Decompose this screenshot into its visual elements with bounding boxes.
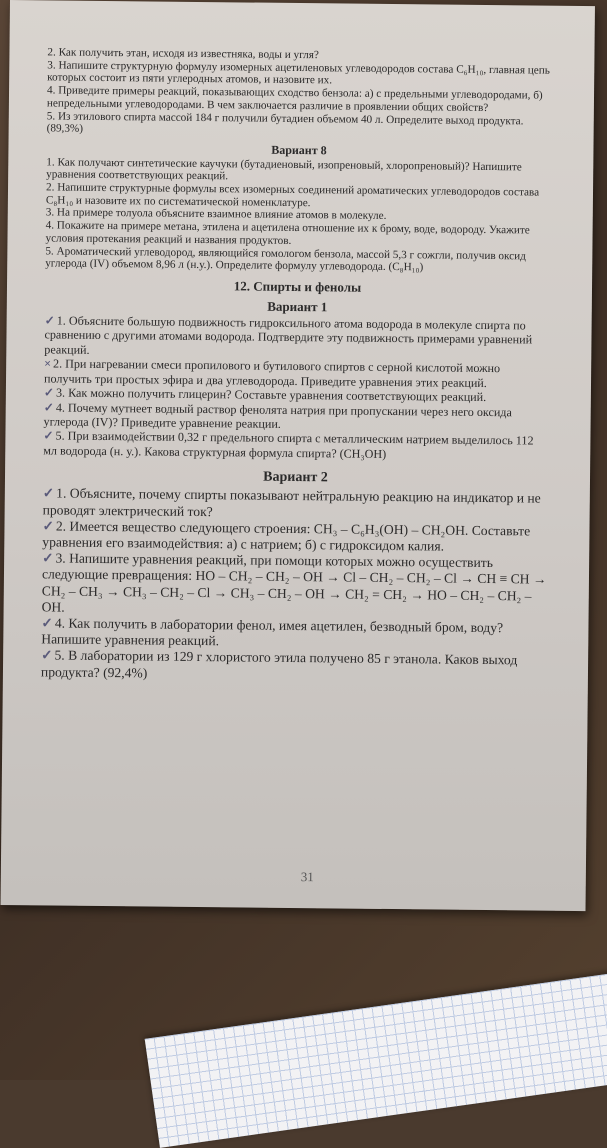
- variant2-heading: Вариант 2: [263, 469, 328, 486]
- top-item-4: 4. Приведите примеры реакций, показывающих сходство бензола: а) с предельными углеводородами, б) непредельными углеводородами. В чем заключается различие в проявлении общих свойств?: [46, 84, 543, 114]
- variant1-item-3: ✓ 3. Как можно получить глицерин? Составьте уравнения соответствующих реакций.: [43, 385, 487, 405]
- variant2-item-2: ✓ 2. Имеется вещество следующего строения: СН₃ – С₆Н₃(ОН) – СН₂ОН. Составьте уравнения его взаимодействия: а) с натрием; б) с гидроксидом калия.: [42, 518, 531, 554]
- variant2-item-4: ✓ 4. Как получить в лаборатории фенол, имея ацетилен, безводный бром, воду? Напишите уравнения реакций.: [41, 615, 504, 649]
- variant8-heading: Вариант 8: [271, 142, 327, 158]
- check-mark: ✓: [42, 550, 54, 566]
- check-mark: ✓: [43, 385, 55, 400]
- variant1-item-5: ✓ 5. При взаимодействии 0,32 г предельного спирта с металлическим натрием выделилось 112 мл водорода (н. у.). Какова структурная формула спирта? (СН₃ОН): [43, 428, 534, 461]
- variant1-heading: Вариант 1: [267, 298, 328, 314]
- variant8-item-5: 5. Ароматический углеводород, являющийся гомологом бензола, массой 5,3 г сожгли, получив оксид углерода (IV) объемом 8,96 л (н.у.). Определите формулу углеводорода. (С₈Н₁₀): [45, 244, 526, 274]
- section12-heading: 12. Спирты и фенолы: [233, 278, 362, 295]
- variant1-item-4: ✓ 4. Почему мутнеет водный раствор фенолята натрия при пропускании через него оксида углерода (IV)? Приведите уравнение реакции.: [43, 399, 512, 431]
- variant2-item-5: ✓ 5. В лаборатории из 129 г хлористого этила получено 85 г этанола. Каков выход продукта? (92,4%): [40, 647, 518, 681]
- top-item-5: 5. Из этилового спирта массой 184 г получили бутадиен объемом 40 л. Определите выход продукта. (89,3%): [46, 109, 524, 135]
- top-item-2: 2. Как получить этан, исходя из известняка, воды и угля?: [47, 46, 319, 62]
- variant2-item-1: ✓ 1. Объясните, почему спирты показывают нейтральную реакцию на индикатор и не проводят электрический ток?: [42, 485, 541, 519]
- variant1-block: [43, 297, 550, 463]
- variant8-item-4: 4. Покажите на примере метана, этилена и ацетилена отношение их к брому, воде, водороду. Укажите условия протекания реакций и названия продуктов.: [45, 219, 530, 247]
- textbook-page: [1, 0, 595, 911]
- variant8-item-2: 2. Напишите структурные формулы всех изомерных соединений ароматических углеводородов состава С₈Н₁₀ и назовите их по систематической номенклатуре.: [45, 181, 540, 209]
- variant1-item-1: ✓ 1. Объясните большую подвижность гидроксильного атома водорода в молекуле спирта по сравнению с другими атомами водорода. Подтвердите эту подвижность примерами уравнений реакций.: [44, 313, 533, 357]
- page-number: 31: [300, 869, 314, 885]
- check-mark: ✓: [42, 518, 54, 534]
- variant2-block: [41, 467, 548, 685]
- check-mark: ✓: [44, 313, 55, 328]
- variant1-item-2: × 2. При нагревании смеси пропилового и бутилового спиртов с серной кислотой можно получить три простых эфира и два углеводорода. Приведите уравнения этих реакций.: [43, 356, 501, 390]
- check-mark: ✓: [43, 428, 54, 443]
- check-mark: ✓: [43, 399, 54, 414]
- variant8-item-1: 1. Как получают синтетические каучуки (бутадиеновый, изопреновый, хлоропреновый)? Напишите уравнения соответствующих реакций.: [46, 156, 522, 183]
- cross-mark: ×: [44, 356, 52, 371]
- check-mark: ✓: [42, 485, 55, 501]
- variant2-item-3: ✓ 3. Напишите уравнения реакций, при помощи которых можно осуществить следующие превращения: НО – СН₂ – СН₂ – ОН → Cl – CH₂ – CH₂ – Cl → CH ≡ CH → CH₂ – CH₃ → CH₃ – CH₂ – Cl → CH₃ – CH₂ – OH → CH₂ = CH₂ → HO – CH₂ – CH₂ – OH.: [41, 550, 547, 615]
- top-item-3: 3. Напишите структурную формулу изомерных ацетиленовых углеводородов состава С₆Н₁₀, главная цепь которых состоит из пяти углеродных атомов, и назовите их.: [47, 59, 550, 87]
- check-mark: ✓: [41, 647, 53, 663]
- page-text: [41, 46, 553, 685]
- variant8-item-3: 3. На примере толуола объясните взаимное влияние атомов в молекуле.: [45, 206, 387, 223]
- check-mark: ✓: [41, 615, 53, 631]
